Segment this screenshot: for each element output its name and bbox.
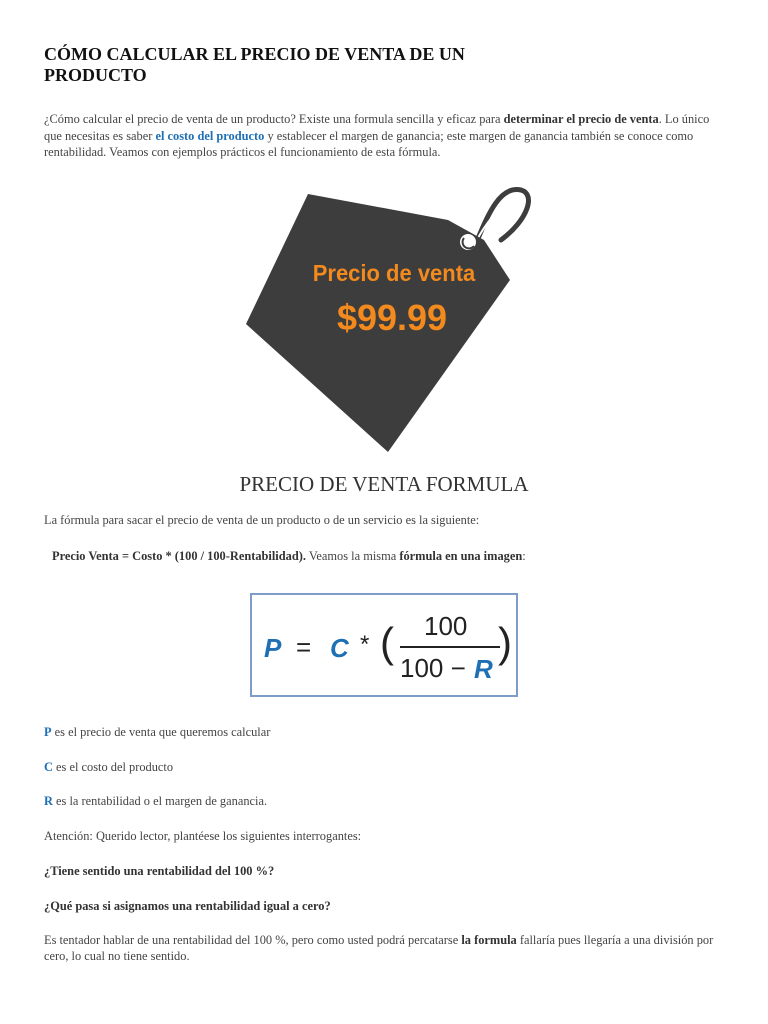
tag-label: Precio de venta [312, 260, 476, 286]
page-title: CÓMO CALCULAR EL PRECIO DE VENTA DE UN PRODUCTO [44, 44, 465, 85]
last-text-1: Es tentador hablar de una rentabilidad del 100 %, pero como usted podrá percatarse [44, 933, 462, 947]
formula-text [52, 548, 526, 564]
def-var-r: R [44, 794, 53, 808]
intro-text-3: y establecer el margen de ganancia; este margen de ganancia también se conoce como rentabilidad. Veamos con ejemplos prácticos el funcionamiento de esta fórmula. [44, 128, 694, 159]
formula-intro: La fórmula para sacar el precio de venta de un producto o de un servicio es la siguiente: [44, 513, 480, 527]
question-2-text: ¿Qué pasa si asignamos una rentabilidad igual a cero? [44, 899, 331, 913]
costo-producto-link[interactable]: el costo del producto [155, 128, 265, 143]
definition-r [44, 793, 267, 809]
formula-lparen: ( [380, 619, 394, 666]
formula-bold-2: fórmula en una imagen [399, 549, 523, 563]
formula-r: R [474, 654, 493, 684]
price-tag-image [236, 180, 536, 460]
formula-numerator: 100 [424, 611, 468, 641]
formula-p: P [264, 633, 282, 663]
def-text-r: es la rentabilidad o el margen de ganancia. [52, 794, 268, 808]
definition-p [44, 724, 270, 740]
formula-bold: Precio Venta = Costo * (100 / 100-Rentabilidad). [52, 549, 306, 563]
question-2 [44, 898, 331, 914]
intro-text-2: . Lo único que necesitas es saber [44, 112, 710, 143]
def-text-p: es el precio de venta que queremos calcular [51, 725, 271, 739]
intro-paragraph [44, 111, 724, 161]
formula-plain: Veamos la misma [305, 549, 400, 563]
intro-text-1: ¿Cómo calcular el precio de venta de un producto? Existe una formula sencilla y eficaz para [44, 112, 504, 126]
intro-bold-1: determinar el precio de venta [503, 112, 659, 126]
definition-c [44, 759, 173, 775]
formula-colon: : [522, 549, 526, 563]
conclusion-paragraph [44, 933, 724, 964]
def-text-c: es el costo del producto [52, 760, 174, 774]
formula-star: * [360, 631, 370, 658]
formula-rparen: ) [498, 619, 512, 666]
formula-equals: = [296, 632, 312, 662]
fraction-bar [400, 646, 500, 648]
def-var-c: C [44, 760, 53, 774]
formula-denominator: 100 − [400, 653, 466, 683]
question-1-text: ¿Tiene sentido una rentabilidad del 100 %? [44, 864, 275, 878]
formula-heading: PRECIO DE VENTA FORMULA [239, 472, 529, 496]
formula-image [250, 593, 518, 697]
def-var-p: P [44, 725, 52, 739]
price-tag-icon [236, 180, 536, 460]
last-text-2: fallaría pues llegaría a una división por cero, lo cual no tiene sentido. [44, 933, 714, 963]
attention-line: Atención: Querido lector, plantéese los siguientes interrogantes: [44, 829, 362, 843]
tag-price: $99.99 [336, 297, 448, 338]
formula-c: C [330, 633, 349, 663]
question-1 [44, 863, 274, 879]
last-bold: la formula [461, 933, 517, 947]
